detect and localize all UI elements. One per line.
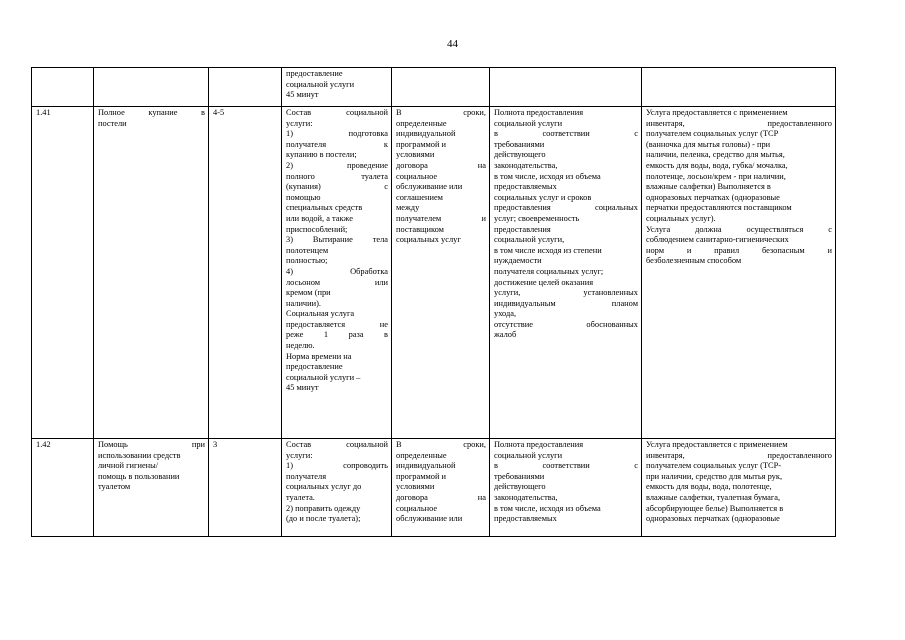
cell-text-line: влажные салфетки) Выполняется в [646,182,771,192]
cell-text-line: индивидуальной [396,129,456,139]
service-terms-cell [392,439,490,537]
service-name-cell [94,439,209,537]
cell-text: 1.41 [36,108,51,117]
cell-text-line: предоставление [286,69,343,78]
cell-text-line: 4) Обработка [286,266,388,276]
cell-text-line: Услуга предоставляется с применением [646,108,788,117]
cell-text-line: Социальная услуга [286,309,355,319]
cell-text-line: купанию в постели; [286,150,357,160]
service-conditions-cell [642,68,836,107]
cell-text-line: при наличии, средство для мытья рук, [646,471,783,481]
cell-text-line: 2) поправить одежду [286,503,361,513]
cell-text-line: Состав социальной [286,108,388,117]
cell-text-line: 2) проведение [286,160,388,170]
cell-text-line: предоставляемых [494,182,557,192]
cell-text-line: социальных услуг [396,235,461,245]
cell-text-line: в соответствии с [494,461,638,471]
service-terms-cell [392,107,490,439]
cell-text-line: (до и после туалета); [286,514,361,524]
cell-text-line: услуги, установленных [494,288,638,298]
table-row [32,107,836,439]
table-row [32,68,836,107]
cell-text: 1.42 [36,440,51,449]
cell-text-line: социальных услуг и сроков [494,192,592,202]
cell-text-line: получателем социальных услуг (ТСР [646,129,779,139]
cell-text-line: в том числе, исходя из объема [494,171,601,181]
cell-text-line: получателем и [396,213,486,223]
cell-text-line: специальных средств [286,203,363,213]
cell-text-line: условиями [396,150,435,160]
cell-text-line: одноразовых перчатках (одноразовые [646,514,780,524]
cell-text-line: полного туалета [286,171,388,181]
cell-text-line: безболезненным способом [646,256,742,266]
cell-text-line: полностью; [286,256,328,266]
cell-text-line: Помощь при [98,440,205,449]
cell-text-line: договора на [396,160,486,170]
cell-text-line: использовании средств [98,450,181,460]
services-table [31,67,836,537]
cell-text-line: получателя к [286,139,388,149]
service-content-cell [282,68,392,107]
service-conditions-cell [642,107,836,439]
cell-text-line: социальное [396,503,438,513]
cell-text-line: влажные салфетки, туалетная бумага, [646,492,781,502]
service-conditions-cell [642,439,836,537]
cell-text-line: нуждаемости [494,256,542,266]
cell-text-line: в том числе, исходя из объема [494,503,601,513]
cell-text-line: получателем социальных услуг (ТСР- [646,461,782,471]
cell-text-line: одноразовых перчатках (одноразовые [646,192,780,202]
cell-text-line: перчатки предоставляются поставщиком [646,203,792,213]
cell-text-line: определенные [396,118,447,128]
cell-text-line: индивидуальным планом [494,298,638,308]
cell-text-line: условиями [396,482,435,492]
cell-text-line: туалета. [286,492,315,502]
cell-text-line: наличии, пеленка, средство для мытья, [646,150,785,160]
cell-text-line: социальной услуги, [494,235,565,245]
cell-text-line: социальных услуг). [646,213,716,223]
cell-text-line: социальное [396,171,438,181]
cell-text-line: 45 минут [286,90,319,100]
cell-text-line: В сроки, [396,108,486,117]
cell-text-line: программой и [396,139,447,149]
cell-text-line: Полнота предоставления [494,108,584,117]
service-volume-cell [490,107,642,439]
cell-text-line: или водой, а также [286,213,353,223]
service-terms-cell [392,68,490,107]
cell-text-line: социальных услуг до [286,482,362,492]
cell-text-line: обслуживание или [396,182,463,192]
cell-text: 4-5 [213,108,225,117]
cell-text-line: неделю. [286,341,315,351]
cell-text-line: 1) подготовка [286,129,388,139]
cell-text-line: между [396,203,420,213]
cell-text-line: реже 1 раза в [286,330,388,340]
cell-text-line: ухода, [494,309,517,319]
cell-text-line: емкость для воды, вода, полотенце, [646,482,772,492]
cell-text-line: действующего [494,150,546,160]
cell-text-line: индивидуальной [396,461,456,471]
cell-text-line: помощью [286,192,321,202]
cell-text-line: обслуживание или [396,514,463,524]
cell-text-line: Услуга должна осуществляться с [646,224,832,234]
service-time-cell [209,68,282,107]
cell-text-line: услуги: [286,118,313,128]
cell-text-line: В сроки, [396,440,486,449]
cell-text-line: отсутствие обоснованных [494,319,638,329]
cell-text-line: социальной услуги [494,450,563,460]
cell-text-line: в соответствии с [494,129,638,139]
service-volume-cell [490,439,642,537]
cell-text-line: Норма времени на [286,351,352,361]
cell-text-line: наличии). [286,298,321,308]
cell-text-line: требованиями [494,471,545,481]
service-content-cell [282,439,392,537]
cell-text-line: действующего [494,482,546,492]
cell-text-line: в том числе исходя из степени [494,245,602,255]
cell-text-line: полотенце, лосьон/крем - при наличии, [646,171,786,181]
cell-text-line: полотенцем [286,245,329,255]
cell-text-line: (ванночка для мытья головы) - при [646,139,771,149]
cell-text-line: законодательства, [494,492,558,502]
cell-text-line: жалоб [494,330,517,340]
cell-text-line: предоставляется не [286,319,388,329]
cell-text-line: поставщиком [396,224,444,234]
service-name-cell [94,68,209,107]
cell-text-line: предоставляемых [494,514,557,524]
cell-text-line: инвентаря, предоставленного [646,118,832,128]
cell-text-line: Полное купание в [98,108,205,117]
cell-text-line: требованиями [494,139,545,149]
cell-text-line: Полнота предоставления [494,440,584,449]
service-name-cell [94,107,209,439]
cell-text-line: личной гигиены/ [98,461,159,471]
cell-text-line: (купания) с [286,182,388,192]
cell-text-line: норм и правил безопасным и [646,245,832,255]
cell-text-line: законодательства, [494,160,558,170]
cell-text-line: Услуга предоставляется с применением [646,440,788,449]
cell-text-line: инвентаря, предоставленного [646,450,832,460]
cell-text-line: Состав социальной [286,440,388,449]
cell-text-line: получателя [286,471,327,481]
cell-text-line: получателя социальных услуг; [494,266,604,276]
cell-text-line: социальной услуги [286,79,355,89]
cell-text-line: помощь в пользовании [98,471,180,481]
cell-text-line: кремом (при [286,288,331,298]
cell-text-line: услуги: [286,450,313,460]
cell-text-line: 1) сопроводить [286,461,388,471]
cell-text-line: соглашением [396,192,443,202]
cell-text-line: постели [98,118,127,128]
cell-text-line: приспособлений; [286,224,348,234]
service-number-cell [32,68,94,107]
cell-text-line: емкость для воды, вода, губка/ мочалка, [646,160,788,170]
service-time-cell [209,439,282,537]
page-number: 44 [447,38,458,50]
service-content-cell [282,107,392,439]
cell-text: 3 [213,440,218,449]
cell-text-line: 45 минут [286,383,319,393]
cell-text-line: услуг; своевременность [494,213,580,223]
cell-text-line: программой и [396,471,447,481]
cell-text-line: достижение целей оказания [494,277,594,287]
cell-text-line: 3) Вытирание тела [286,235,388,245]
cell-text-line: лосьоном или [286,277,388,287]
cell-text-line: туалетом [98,482,131,492]
service-number-cell [32,107,94,439]
table-row [32,439,836,537]
service-number-cell [32,439,94,537]
cell-text-line: договора на [396,492,486,502]
cell-text-line: соблюдением санитарно-гигиенических [646,235,789,245]
service-volume-cell [490,68,642,107]
cell-text-line: социальной услуги – [286,372,361,382]
service-time-cell [209,107,282,439]
cell-text-line: абсорбирующее белье) Выполняется в [646,503,784,513]
cell-text-line: предоставления [494,224,551,234]
cell-text-line: определенные [396,450,447,460]
cell-text-line: предоставление [286,362,343,372]
cell-text-line: предоставления социальных [494,203,638,213]
cell-text-line: социальной услуги [494,118,563,128]
